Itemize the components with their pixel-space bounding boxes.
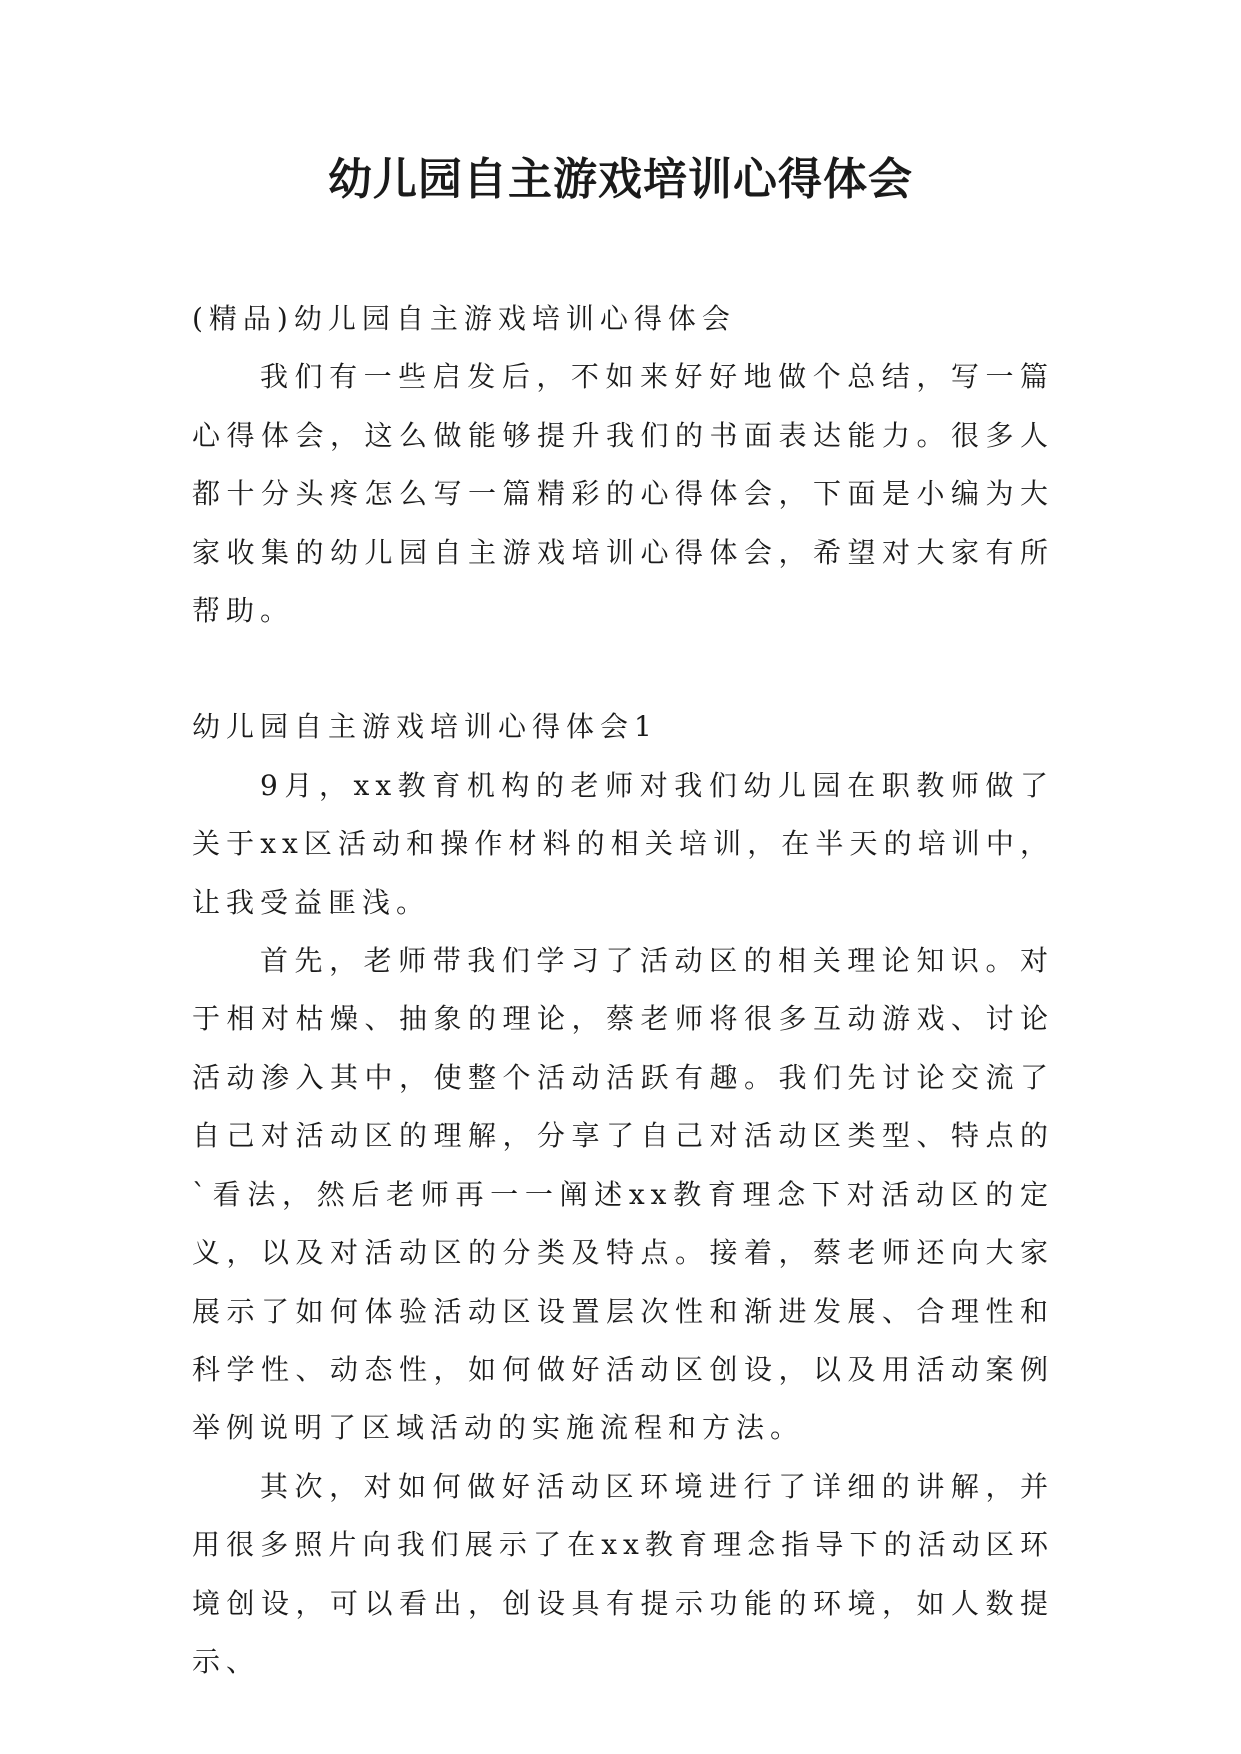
body-paragraph-3: 其次，对如何做好活动区环境进行了详细的讲解，并用很多照片向我们展示了在xx教育理念指导下的活动区环境创设，可以看出，创设具有提示功能的环境，如人数提示、: [192, 1469, 1054, 1678]
body-paragraph-2: 首先，老师带我们学习了活动区的相关理论知识。对于相对枯燥、抽象的理论，蔡老师将很多互动游戏、讨论活动渗入其中，使整个活动活跃有趣。我们先讨论交流了自己对活动区的理解，分享了自己对活动区类型、特点的`看法，然后老师再一一阐述xx教育理念下对活动区的定义，以及对活动区的分类及特点。接着，蔡老师还向大家展示了如何体验活动区设置层次性和渐进发展、合理性和科学性、动态性，如何做好活动区创设，以及用活动案例举例说明了区域活动的实施流程和方法。: [192, 944, 1054, 1445]
body-paragraph-1: 9月，xx教育机构的老师对我们幼儿园在职教师做了关于xx区活动和操作材料的相关培训，在半天的培训中，让我受益匪浅。: [192, 768, 1054, 919]
document-subtitle: (精品)幼儿园自主游戏培训心得体会: [192, 302, 736, 335]
intro-paragraph: 我们有一些启发后，不如来好好地做个总结，写一篇心得体会，这么做能够提升我们的书面表达能力。很多人都十分头疼怎么写一篇精彩的心得体会，下面是小编为大家收集的幼儿园自主游戏培训心得体会，希望对大家有所帮助。: [192, 360, 1054, 628]
document-body: [192, 290, 1054, 1691]
document-title: 幼儿园自主游戏培训心得体会: [328, 154, 913, 205]
section-heading: 幼儿园自主游戏培训心得体会1: [192, 710, 658, 744]
paragraph-spacer: [192, 640, 1054, 698]
